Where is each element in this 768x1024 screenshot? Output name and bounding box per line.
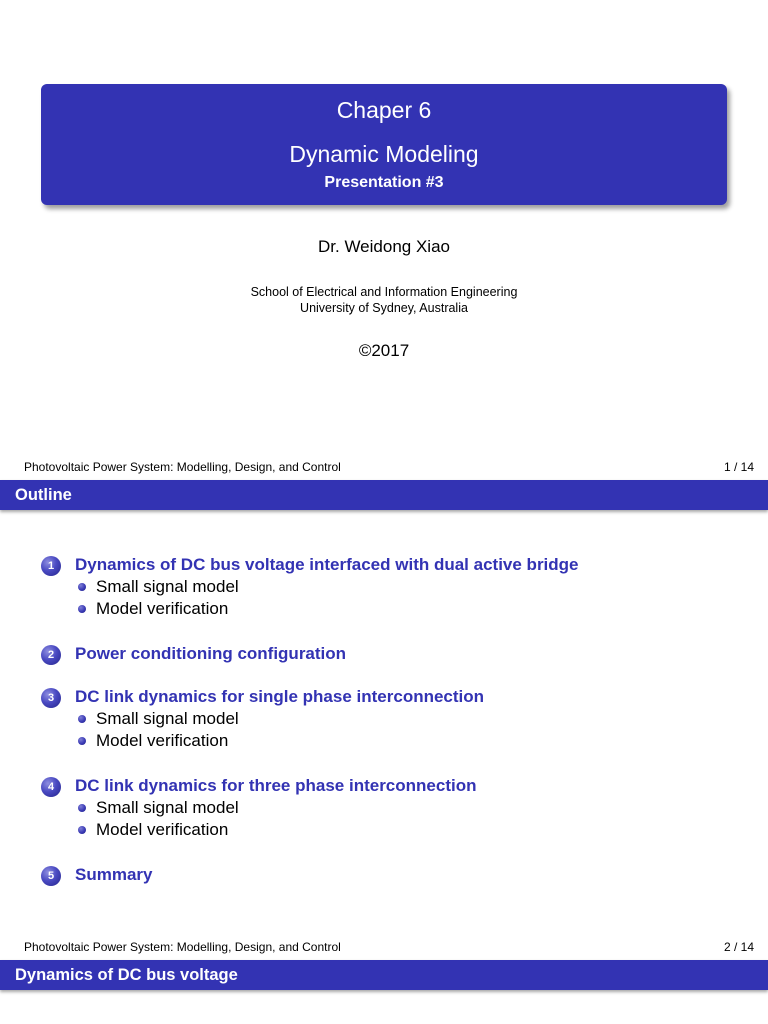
toc-section-label[interactable]: DC link dynamics for three phase interconnection xyxy=(75,776,477,795)
institute-school: School of Electrical and Information Engineering xyxy=(250,285,518,299)
bullet-icon xyxy=(78,715,86,723)
slide-title: Chaper 6 xyxy=(336,97,432,123)
dc-bus-slide xyxy=(0,960,768,1024)
section-number-ball: 1 xyxy=(41,556,61,576)
presentation-number: Presentation #3 xyxy=(324,174,444,191)
frame-title: Outline xyxy=(15,486,72,504)
toc-subsection-label[interactable]: Model verification xyxy=(96,599,229,618)
slide-footer-title: Photovoltaic Power System: Modelling, Design, and Control xyxy=(24,940,341,954)
toc-subsection-label[interactable]: Model verification xyxy=(96,820,229,839)
toc-subsection-label[interactable]: Model verification xyxy=(96,731,229,750)
bullet-icon xyxy=(78,826,86,834)
toc-subsection-label[interactable]: Small signal model xyxy=(96,798,239,817)
toc-section-label[interactable]: Dynamics of DC bus voltage interfaced with dual active bridge xyxy=(75,555,579,574)
slide-subtitle: Dynamic Modeling xyxy=(289,141,479,167)
slide-page-number: 1 / 14 xyxy=(723,460,754,474)
bullet-icon xyxy=(78,583,86,591)
author-name: Dr. Weidong Xiao xyxy=(318,237,450,256)
frame-header xyxy=(0,960,768,990)
toc-section-label[interactable]: Summary xyxy=(75,865,153,884)
section-number-ball: 3 xyxy=(41,688,61,708)
section-number-ball: 5 xyxy=(41,866,61,886)
frame-title: Dynamics of DC bus voltage xyxy=(15,966,238,984)
bullet-icon xyxy=(78,737,86,745)
slide-footer-title: Photovoltaic Power System: Modelling, Design, and Control xyxy=(24,460,341,474)
institute-university: University of Sydney, Australia xyxy=(300,301,468,315)
bullet-icon xyxy=(78,605,86,613)
outline-slide xyxy=(0,480,768,960)
toc-subsection-label[interactable]: Small signal model xyxy=(96,709,239,728)
copyright-date: ©2017 xyxy=(358,341,410,360)
section-number-ball: 2 xyxy=(41,645,61,665)
title-box xyxy=(41,84,727,205)
slide-page-number: 2 / 14 xyxy=(723,940,754,954)
frame-header xyxy=(0,480,768,510)
bullet-icon xyxy=(78,804,86,812)
section-number-ball: 4 xyxy=(41,777,61,797)
toc-section-label[interactable]: DC link dynamics for single phase interconnection xyxy=(75,687,485,706)
toc-section-label[interactable]: Power conditioning configuration xyxy=(75,644,347,663)
toc-subsection-label[interactable]: Small signal model xyxy=(96,577,239,596)
title-slide xyxy=(0,0,768,480)
